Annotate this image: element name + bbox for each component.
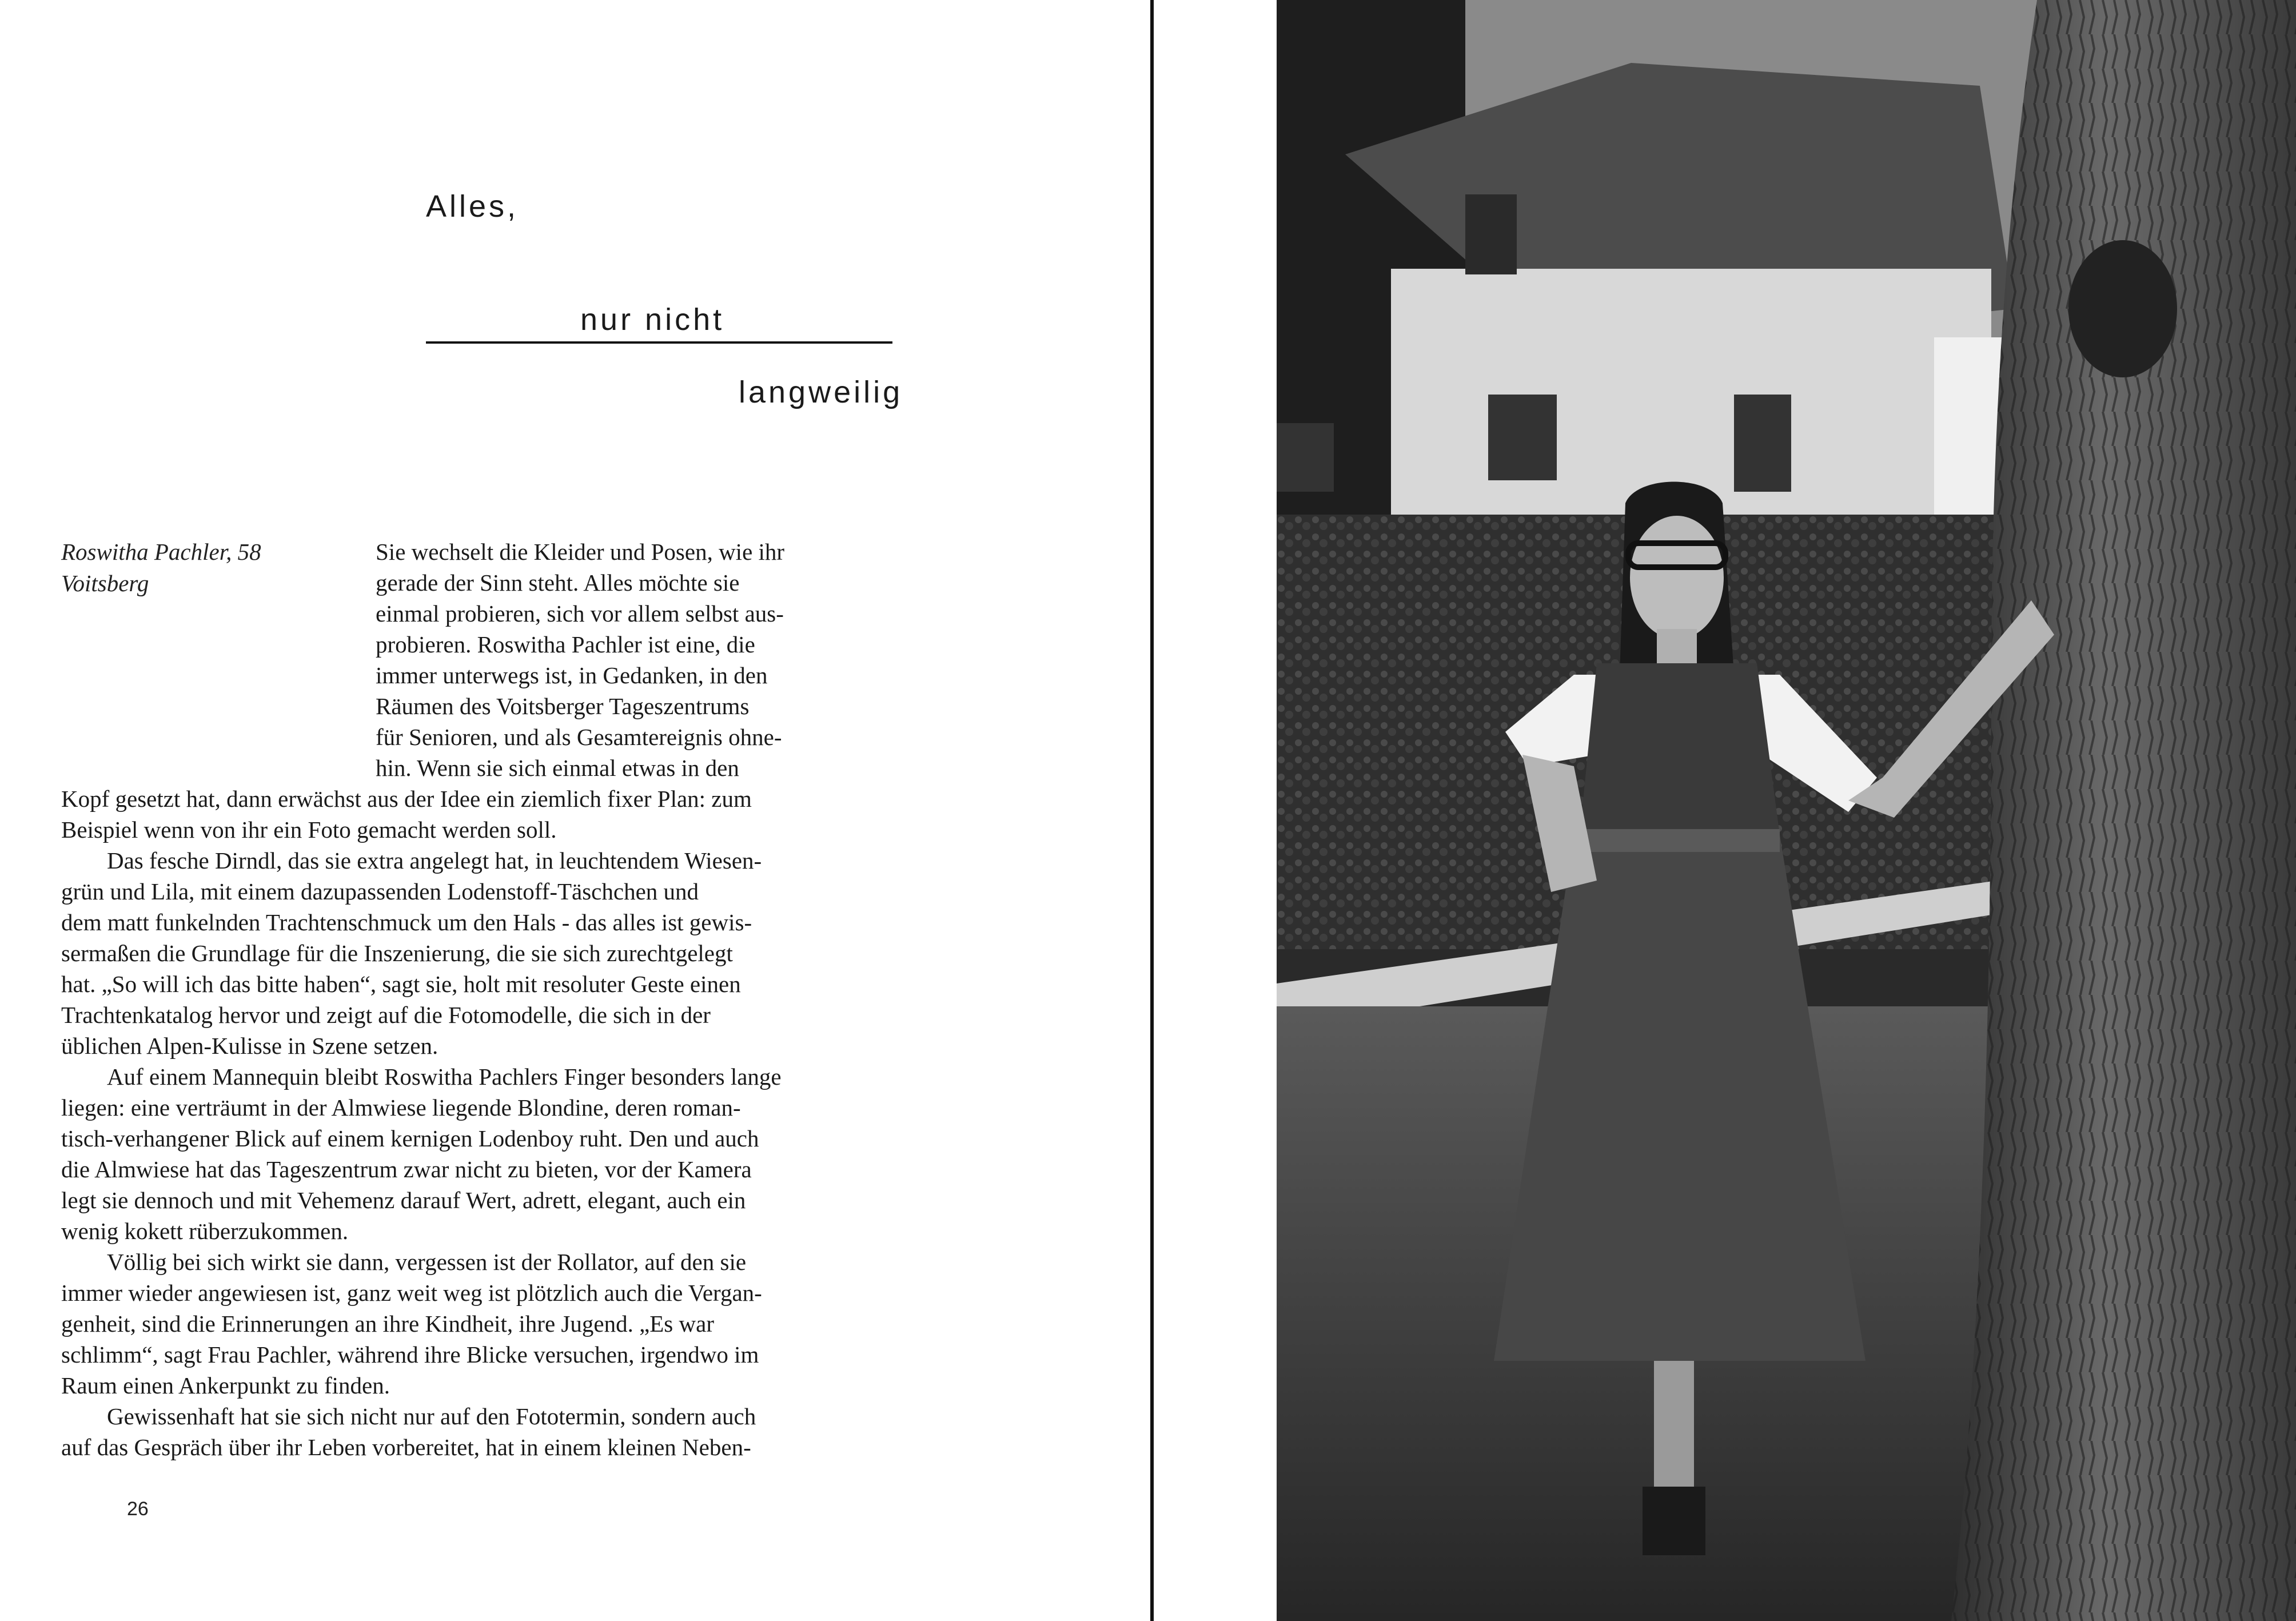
body-line: schlimm“, sagt Frau Pachler, während ihre Blicke versuchen, irgendwo im	[61, 1341, 759, 1368]
caption-place: Voitsberg	[61, 570, 149, 596]
body-line: grün und Lila, mit einem dazupassenden Lodenstoff-Täschchen und	[61, 878, 699, 905]
headline-line-2: nur nicht	[580, 302, 725, 337]
headline-line-1: Alles,	[426, 189, 519, 224]
woman-face	[1630, 516, 1724, 639]
body-line: dem matt funkelnden Trachtenschmuck um den Hals - das alles ist gewis-	[61, 909, 752, 935]
headline-line-3: langweilig	[739, 375, 903, 409]
house-window-3	[1734, 395, 1791, 492]
blank-margin	[1154, 0, 1277, 1621]
tree-knot	[2068, 240, 2177, 377]
body-line: Beispiel wenn von ihr ein Foto gemacht werden soll.	[61, 817, 557, 843]
body-line: immer unterwegs ist, in Gedanken, in den	[376, 662, 768, 688]
woman-apron-band	[1574, 829, 1780, 852]
body-line: für Senioren, und als Gesamtereignis ohne-	[376, 724, 782, 750]
body-line: Trachtenkatalog hervor und zeigt auf die Fotomodelle, die sich in der	[61, 1002, 711, 1028]
body-line: hin. Wenn sie sich einmal etwas in den	[376, 755, 739, 781]
body-line: Sie wechselt die Kleider und Posen, wie ihr	[376, 539, 785, 565]
headline-rule	[426, 341, 892, 344]
body-line: üblichen Alpen-Kulisse in Szene setzen.	[61, 1033, 439, 1059]
body-line: Völlig bei sich wirkt sie dann, vergessen ist der Rollator, auf den sie	[107, 1249, 747, 1275]
body-line: genheit, sind die Erinnerungen an ihre Kindheit, ihre Jugend. „Es war	[61, 1311, 714, 1337]
portrait-photo	[1277, 0, 2296, 1621]
body-line: auf das Gespräch über ihr Leben vorbereitet, hat in einem kleinen Neben-	[61, 1434, 751, 1460]
portrait-photo-drawing	[1277, 0, 2296, 1621]
body-line: Kopf gesetzt hat, dann erwächst aus der Idee ein ziemlich fixer Plan: zum	[61, 786, 752, 812]
woman-bodice	[1580, 663, 1780, 835]
article-body	[61, 536, 810, 1463]
woman-neck	[1657, 629, 1697, 669]
body-line: sermaßen die Grundlage für die Inszenierung, die sie sich zurechtgelegt	[61, 940, 733, 966]
body-line: Raum einen Ankerpunkt zu finden.	[61, 1372, 390, 1399]
body-line: einmal probieren, sich vor allem selbst aus-	[376, 600, 784, 627]
house-window-2	[1488, 395, 1557, 480]
body-line: gerade der Sinn steht. Alles möchte sie	[376, 569, 740, 596]
body-line: liegen: eine verträumt in der Almwiese liegende Blondine, deren roman-	[61, 1094, 741, 1121]
house-window-4	[1277, 423, 1334, 492]
body-line: Gewissenhaft hat sie sich nicht nur auf den Fototermin, sondern auch	[107, 1403, 756, 1429]
body-line: die Almwiese hat das Tageszentrum zwar nicht zu bieten, vor der Kamera	[61, 1156, 752, 1182]
body-line: Auf einem Mannequin bleibt Roswitha Pachlers Finger besonders lange	[107, 1064, 782, 1090]
body-line: Das fesche Dirndl, das sie extra angelegt hat, in leuchtendem Wiesen-	[107, 847, 762, 874]
caption-name-age: Roswitha Pachler, 58	[61, 539, 261, 565]
body-line: immer wieder angewiesen ist, ganz weit weg ist plötzlich auch die Vergan-	[61, 1280, 762, 1306]
woman-shoe	[1643, 1487, 1705, 1555]
page-number: 26	[127, 1498, 149, 1520]
body-line: Räumen des Voitsberger Tageszentrums	[376, 693, 750, 719]
body-line: wenig kokett rüberzukommen.	[61, 1218, 349, 1244]
body-line: legt sie dennoch und mit Vehemenz darauf Wert, adrett, elegant, auch ein	[61, 1187, 746, 1213]
body-line: hat. „So will ich das bitte haben“, sagt sie, holt mit resoluter Geste einen	[61, 971, 741, 997]
body-line: probieren. Roswitha Pachler ist eine, die	[376, 631, 755, 658]
house-window-1	[1465, 194, 1517, 274]
body-line: tisch-verhangener Blick auf einem kernigen Lodenboy ruht. Den und auch	[61, 1125, 759, 1152]
